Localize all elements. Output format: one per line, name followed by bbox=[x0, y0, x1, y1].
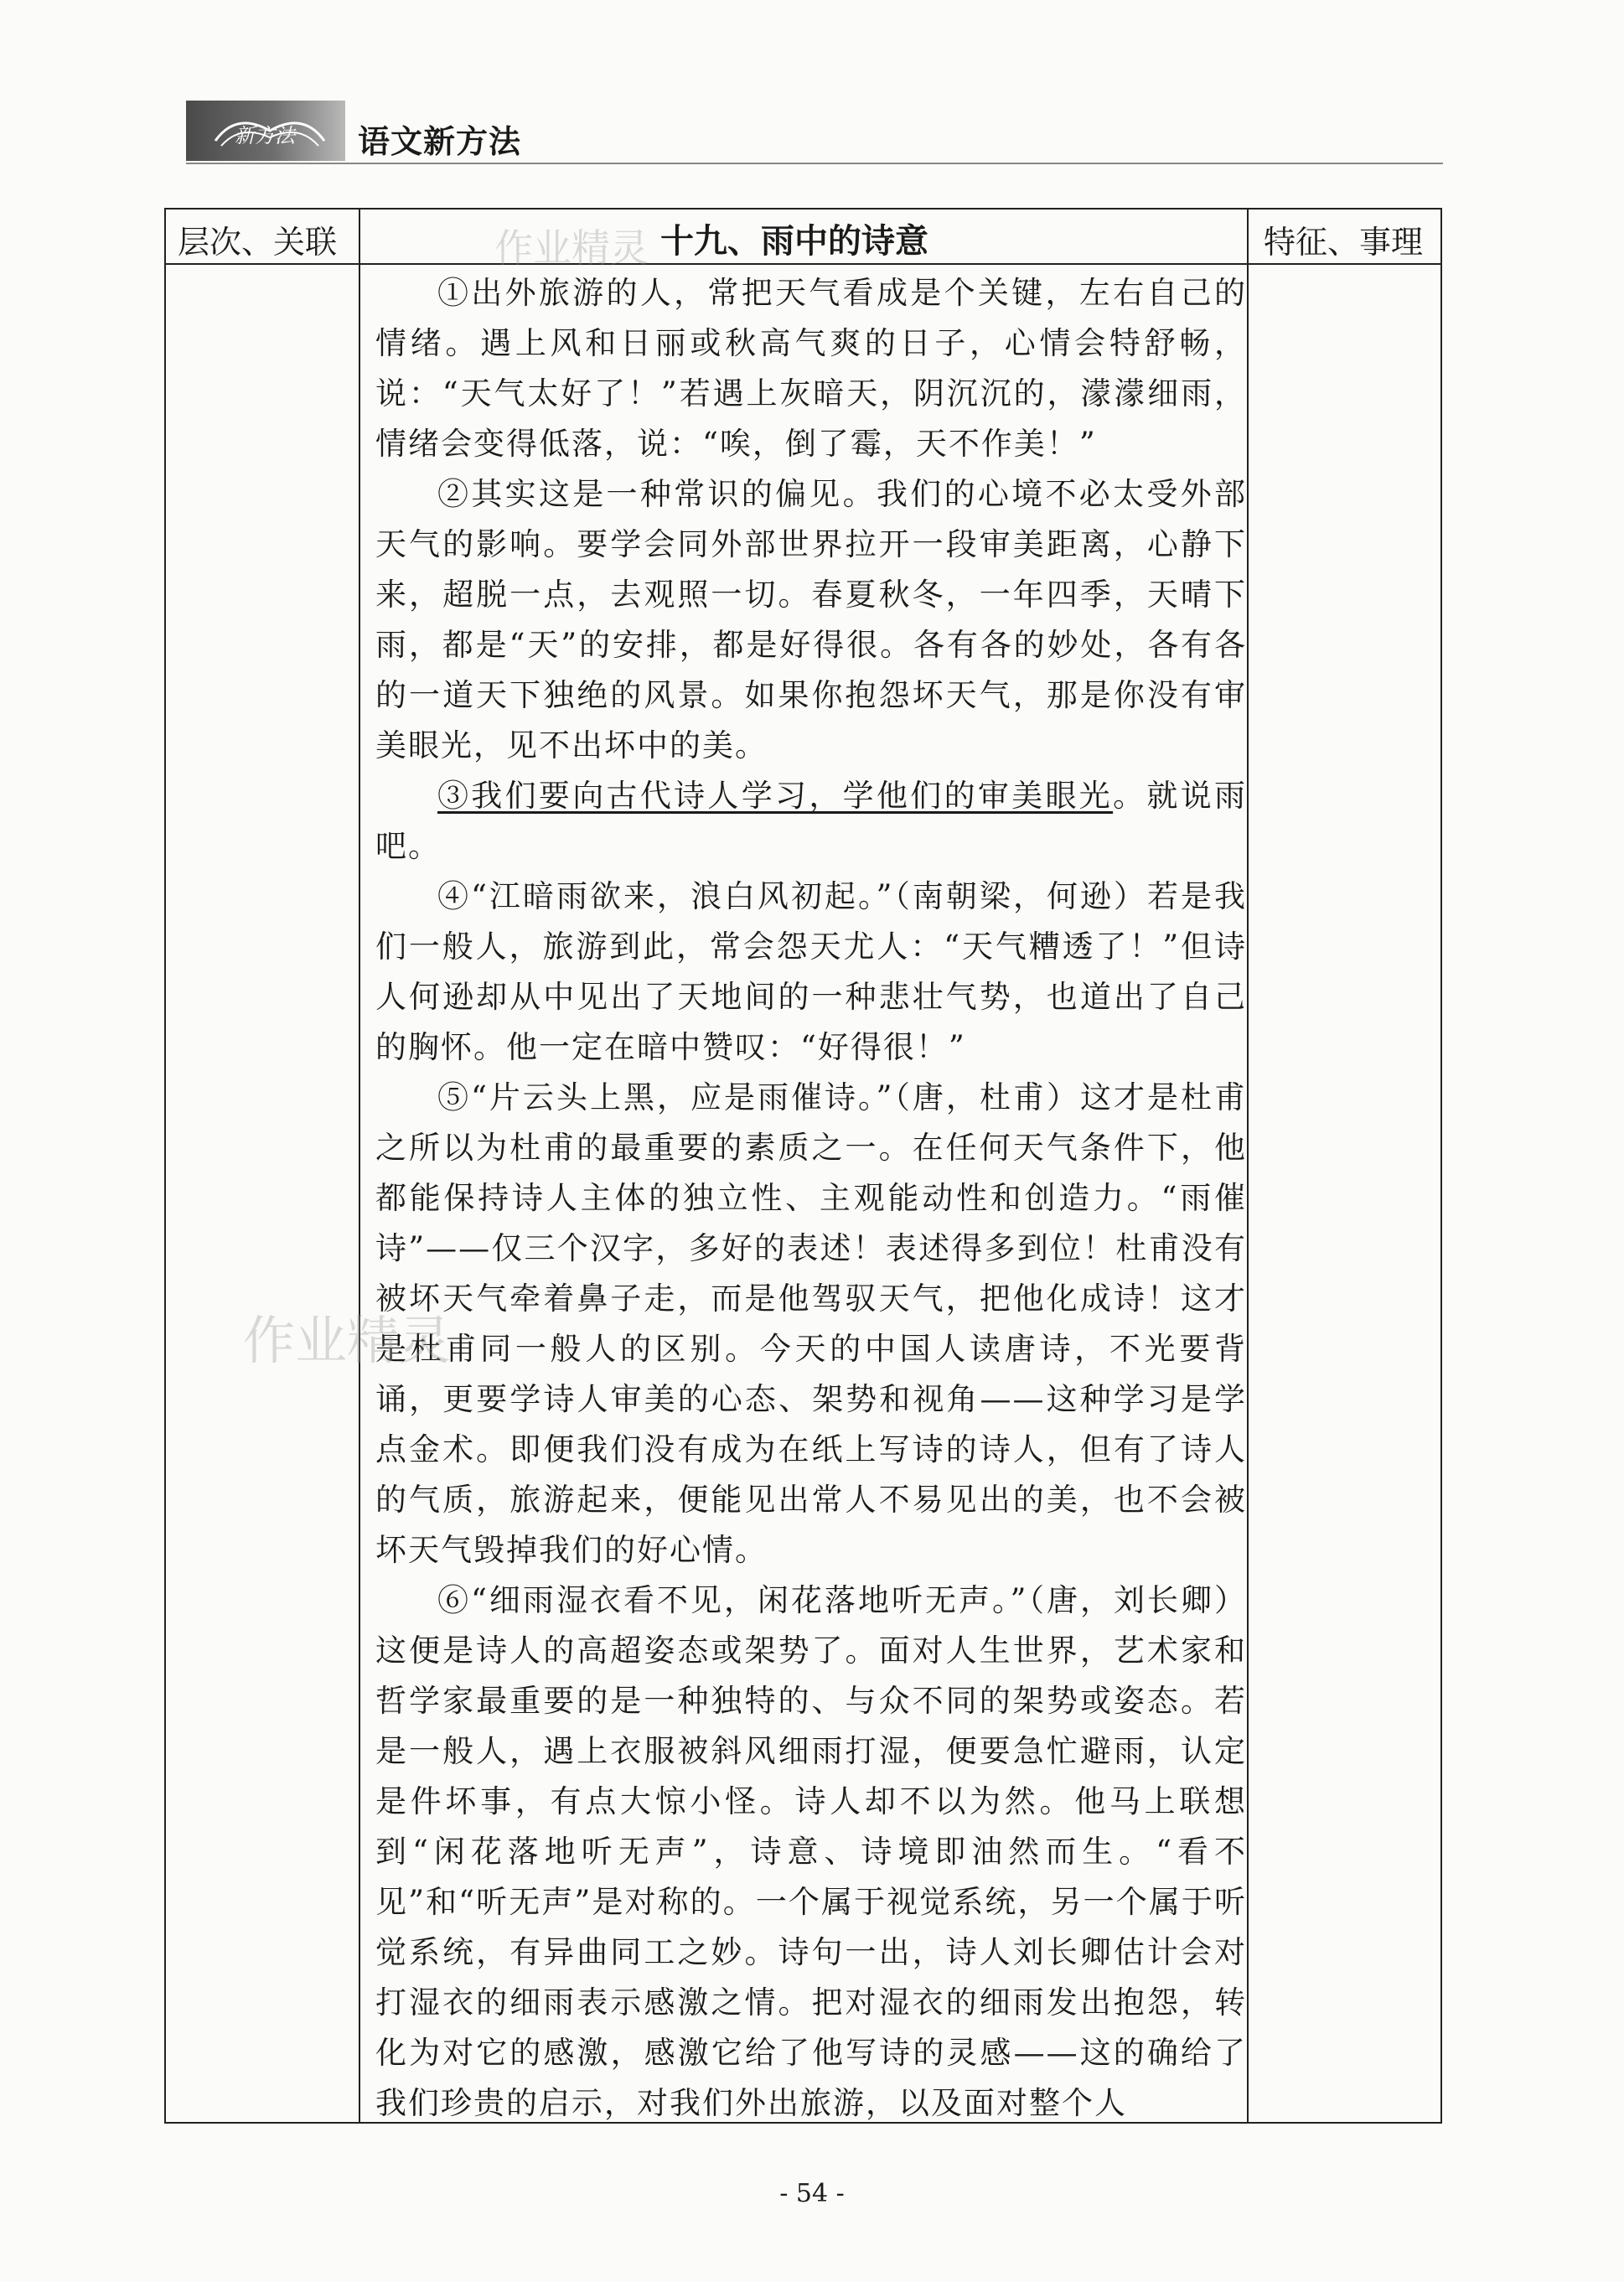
header-rule bbox=[186, 163, 1443, 164]
paragraph-3-rest: 。就说雨吧。 bbox=[375, 778, 1248, 864]
paragraph-5: ⑤“片云头上黑，应是雨催诗。”（唐，杜甫）这才是杜甫之所以为杜甫的最重要的素质之一。在任何天气条件下，他都能保持诗人主体的独立性、主观能动性和创造力。“雨催诗”——仅三个汉字，多好的表述！表述得多到位！杜甫没有被坏天气牵着鼻子走，而是他驾驭天气，把他化成诗！这才是杜甫同一般人的区别。今天的中国人读唐诗，不光要背诵，更要学诗人审美的心态、架势和视角——这种学习是学点金术。即便我们没有成为在纸上写诗的诗人，但有了诗人的气质，旅游起来，便能见出常人不易见出的美，也不会被坏天气毁掉我们的好心情。 bbox=[375, 1079, 1247, 1568]
paragraph-2: ②其实这是一种常识的偏见。我们的心境不必太受外部天气的影响。要学会同外部世界拉开一段审美距离，心静下来，超脱一点，去观照一切。春夏秋冬，一年四季，天晴下雨，都是“天”的安排，都是好得很。各有各的妙处，各有各的一道天下独绝的风景。如果你抱怨坏天气，那是你没有审美眼光，见不出坏中的美。 bbox=[375, 476, 1247, 763]
brand-title: 语文新方法 bbox=[358, 122, 522, 160]
header-row-divider bbox=[166, 263, 1440, 265]
column-header-left: 层次、关联 bbox=[178, 224, 338, 261]
watermark-top: 作业精灵 bbox=[494, 225, 649, 271]
paragraph-1: ①出外旅游的人，常把天气看成是个关键，左右自己的情绪。遇上风和日丽或秋高气爽的日子，心情会特舒畅，说：“天气太好了！”若遇上灰暗天，阴沉沉的，濛濛细雨，情绪会变得低落，说：“唉，倒了霉，天不作美！” bbox=[375, 275, 1247, 462]
paragraph-3 bbox=[375, 771, 1247, 872]
paragraph-4: ④“江暗雨欲来，浪白风初起。”（南朝梁，何逊）若是我们一般人，旅游到此，常会怨天尤人：“天气糟透了！”但诗人何逊却从中见出了天地间的一种悲壮气势，也道出了自己的胸怀。他一定在暗中赞叹：“好得很！” bbox=[375, 878, 1247, 1065]
logo bbox=[186, 101, 345, 161]
column-divider-left bbox=[359, 210, 360, 2122]
column-divider-right bbox=[1247, 210, 1249, 2122]
page-number: - 54 - bbox=[779, 2179, 845, 2208]
column-header-right: 特征、事理 bbox=[1264, 224, 1424, 261]
article-title: 十九、雨中的诗意 bbox=[660, 222, 928, 261]
underlined-sentence: ③我们要向古代诗人学习，学他们的审美眼光 bbox=[437, 778, 1114, 814]
paragraph-6: ⑥“细雨湿衣看不见，闲花落地听无声。”（唐，刘长卿）这便是诗人的高超姿态或架势了。面对人生世界，艺术家和哲学家最重要的是一种独特的、与众不同的架势或姿态。若是一般人，遇上衣服被斜风细雨打湿，便要急忙避雨，认定是件坏事，有点大惊小怪。诗人却不以为然。他马上联想到“闲花落地听无声”，诗意、诗境即油然而生。“看不见”和“听无声”是对称的。一个属于视觉系统，另一个属于听觉系统，有异曲同工之妙。诗句一出，诗人刘长卿估计会对打湿衣的细雨表示感激之情。把对湿衣的细雨发出抱怨，转化为对它的感激，感激它给了他写诗的灵感——这的确给了我们珍贵的启示，对我们外出旅游，以及面对整个人 bbox=[375, 1582, 1247, 2121]
logo-text: 新方法 bbox=[235, 124, 295, 147]
watermark-middle: 作业精灵 bbox=[243, 1310, 452, 1371]
page-header bbox=[186, 101, 1443, 161]
article-body bbox=[375, 268, 1247, 2129]
analysis-table bbox=[164, 208, 1442, 2124]
